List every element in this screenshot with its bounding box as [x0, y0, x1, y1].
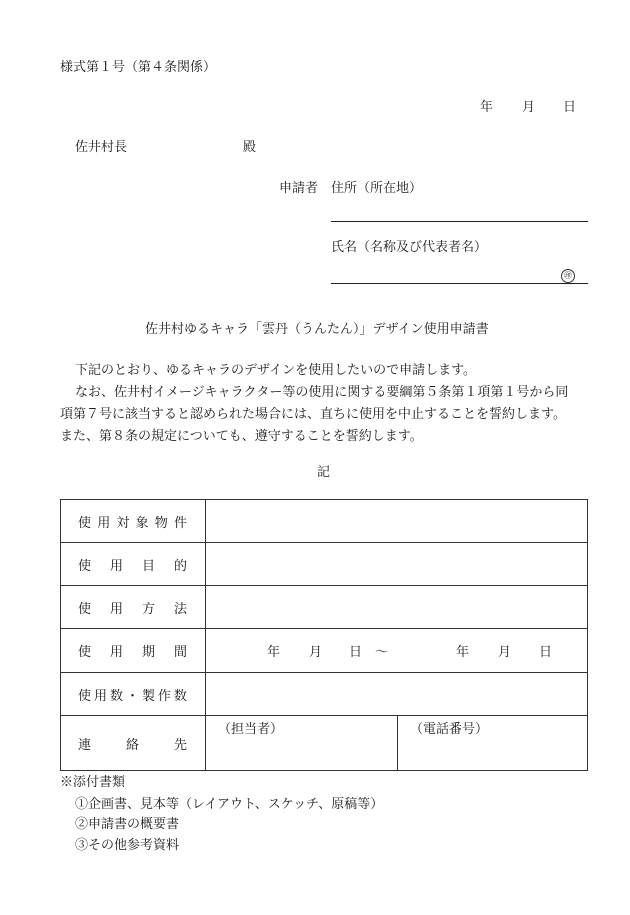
label-usage-purpose: 使 用 目 的: [61, 543, 206, 586]
field-usage-method[interactable]: [206, 586, 588, 629]
field-usage-object[interactable]: [206, 500, 588, 543]
period-start-year: 年: [267, 645, 281, 660]
period-tilde: ～: [375, 645, 389, 660]
date-year-label: 年: [480, 100, 494, 115]
table-row: [61, 673, 588, 716]
table-row: [61, 543, 588, 586]
label-usage-quantity: 使 用 数 ・ 製 作 数: [61, 673, 206, 716]
document-title: 佐井村ゆるキャラ「雲丹（うんたん）」デザイン使用申請書: [145, 322, 489, 337]
address-label: 住所（所在地）: [331, 181, 423, 196]
contact-person-label: （担当者）: [218, 722, 284, 737]
label-contact: 連 絡 先: [61, 716, 206, 771]
application-table: [60, 499, 588, 771]
addressee-name: 佐井村長: [75, 140, 128, 155]
period-end-year: 年: [456, 645, 470, 660]
seal-mark: ㊞: [561, 269, 575, 283]
table-row: [61, 586, 588, 629]
applicant-label: 申請者: [279, 181, 319, 196]
date-day-label: 日: [563, 100, 577, 115]
body-line-2: なお、佐井村イメージキャラクター等の使用に関する要綱第５条第１項第１号から同: [75, 385, 569, 400]
attachments-heading: ※添付書類: [60, 775, 126, 790]
period-start-day: 日: [349, 645, 363, 660]
attachment-item: ③その他参考資料: [75, 838, 180, 853]
period-end-month: 月: [498, 645, 512, 660]
field-contact-person[interactable]: [206, 716, 398, 770]
date-month-label: 月: [522, 100, 536, 115]
field-contact-phone[interactable]: [398, 716, 587, 770]
ki-heading: 記: [317, 465, 331, 480]
table-row: [61, 629, 588, 673]
address-underline: [331, 221, 588, 222]
field-contact: [206, 716, 588, 771]
form-number: 様式第１号（第４条関係）: [60, 60, 217, 75]
name-label: 氏名（名称及び代表者名）: [331, 240, 488, 255]
body-line-4: また、第８条の規定についても、遵守することを誓約します。: [60, 429, 423, 444]
field-usage-quantity[interactable]: [206, 673, 588, 716]
contact-phone-label: （電話番号）: [410, 722, 489, 737]
label-usage-object: 使 用 対 象 物 件: [61, 500, 206, 543]
period-start-month: 月: [309, 645, 323, 660]
attachment-item: ①企画書、見本等（レイアウト、スケッチ、原稿等）: [75, 797, 384, 812]
label-usage-period: 使 用 期 間: [61, 629, 206, 673]
label-usage-method: 使 用 方 法: [61, 586, 206, 629]
field-usage-purpose[interactable]: [206, 543, 588, 586]
table-row: [61, 716, 588, 771]
name-underline: [331, 283, 588, 284]
period-end-day: 日: [539, 645, 553, 660]
table-row: [61, 500, 588, 543]
addressee-honorific: 殿: [243, 140, 257, 155]
field-usage-period[interactable]: [206, 629, 588, 673]
body-line-1: 下記のとおり、ゆるキャラのデザインを使用したいので申請します。: [75, 363, 477, 378]
attachment-item: ②申請書の概要書: [75, 817, 180, 832]
body-line-3: 項第７号に該当すると認められた場合には、直ちに使用を中止することを誓約します。: [60, 407, 566, 422]
